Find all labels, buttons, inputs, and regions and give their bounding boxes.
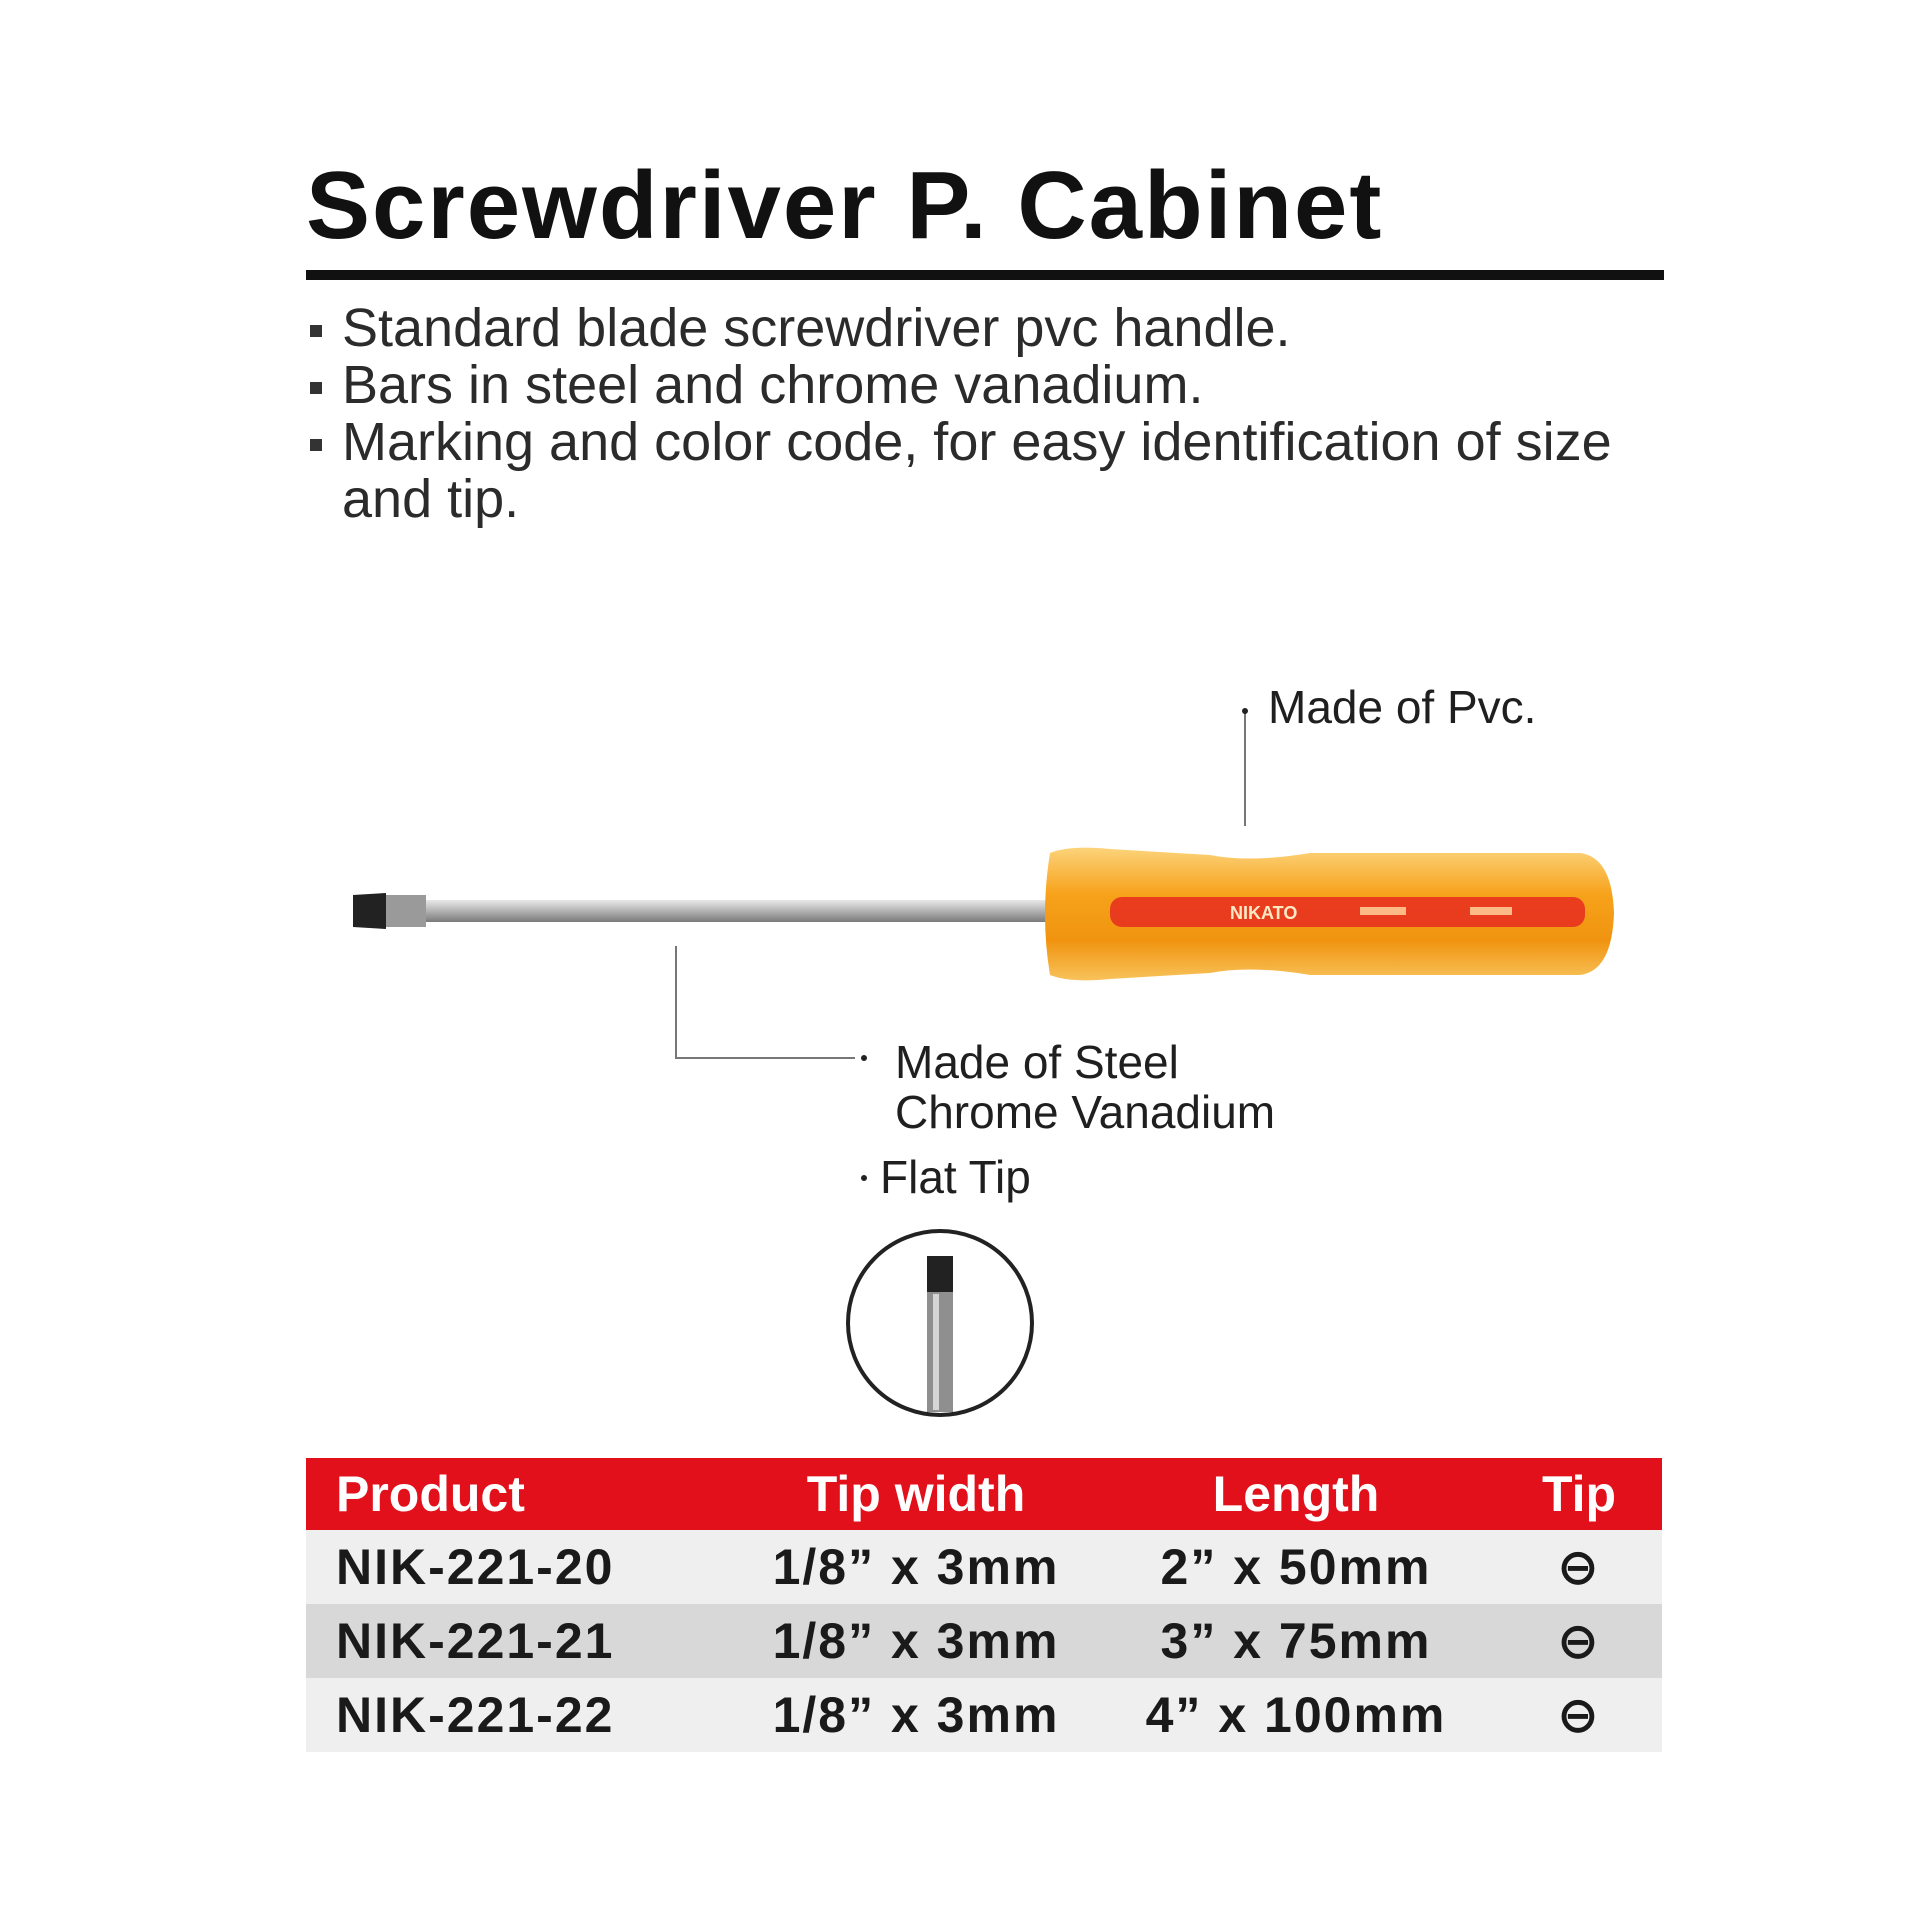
callout-dot — [861, 1175, 867, 1181]
cell-tip-width: 1/8” x 3mm — [736, 1604, 1096, 1678]
callout-tip: Flat Tip — [880, 1151, 1031, 1203]
cell-product: NIK-221-21 — [306, 1604, 736, 1678]
blade-neck — [386, 895, 426, 927]
slotted-tip-icon: ⊖ — [1496, 1530, 1662, 1604]
table-row — [306, 1678, 1662, 1752]
feature-text: Marking and color code, for easy identification of size and tip. — [342, 412, 1612, 529]
column-header-length: Length — [1096, 1458, 1496, 1530]
feature-text: Standard blade screwdriver pvc handle. — [342, 298, 1291, 358]
cell-length: 2” x 50mm — [1096, 1530, 1496, 1604]
spec-table — [306, 1458, 1662, 1752]
handle-brand-text: NIKATO — [1230, 903, 1298, 923]
feature-list — [306, 300, 1636, 528]
feature-item — [306, 357, 1636, 414]
feature-item — [306, 300, 1636, 357]
cell-length: 4” x 100mm — [1096, 1678, 1496, 1752]
cell-product: NIK-221-22 — [306, 1678, 736, 1752]
table-header-row — [306, 1458, 1662, 1530]
bullet-icon — [310, 382, 322, 394]
screwdriver-image — [350, 835, 1620, 995]
column-header-tip-width: Tip width — [736, 1458, 1096, 1530]
column-header-tip: Tip — [1496, 1458, 1662, 1530]
table-row — [306, 1530, 1662, 1604]
callout-shaft — [895, 1037, 1275, 1137]
bullet-icon — [310, 325, 322, 337]
column-header-product: Product — [306, 1458, 736, 1530]
feature-text: Bars in steel and chrome vanadium. — [342, 355, 1204, 415]
slotted-tip-icon: ⊖ — [1496, 1604, 1662, 1678]
callout-dot — [1242, 708, 1248, 714]
callout-dot — [861, 1055, 867, 1061]
callout-shaft-line2: Chrome Vanadium — [895, 1086, 1276, 1138]
cell-product: NIK-221-20 — [306, 1530, 736, 1604]
shaft — [360, 900, 1120, 922]
bullet-icon — [310, 439, 322, 451]
cell-tip-width: 1/8” x 3mm — [736, 1530, 1096, 1604]
flat-tip-icon — [845, 1228, 1035, 1418]
handle-red-band — [1110, 897, 1585, 927]
title-divider — [306, 270, 1664, 280]
slotted-tip-icon: ⊖ — [1496, 1678, 1662, 1752]
callout-handle: Made of Pvc. — [1268, 681, 1537, 733]
table-row — [306, 1604, 1662, 1678]
cell-tip-width: 1/8” x 3mm — [736, 1678, 1096, 1752]
callout-shaft-line1: Made of Steel — [895, 1036, 1179, 1088]
cell-length: 3” x 75mm — [1096, 1604, 1496, 1678]
feature-item — [306, 414, 1636, 528]
blade-tip — [353, 893, 386, 929]
page-title: Screwdriver P. Cabinet — [306, 152, 1384, 259]
